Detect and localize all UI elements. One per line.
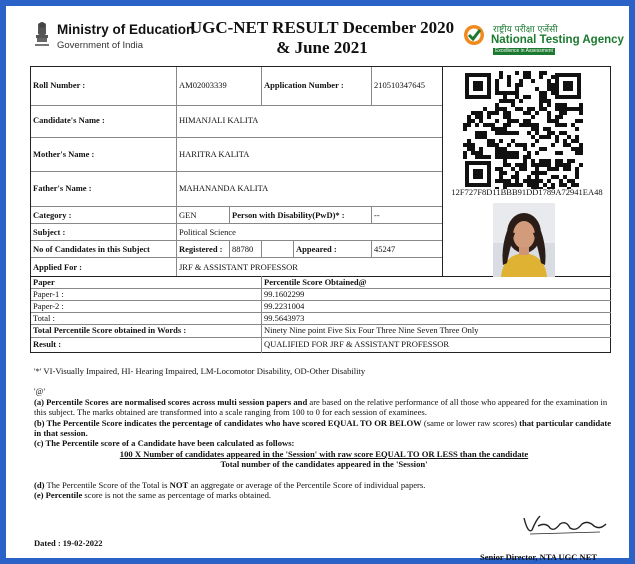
roll-number-label: Roll Number : bbox=[33, 80, 86, 90]
mother-name-label: Mother's Name : bbox=[33, 149, 95, 159]
note-b: (b) The Percentile Score indicates the percentage of candidates who have scored EQUAL TO OR BELOW (same or lower raw scores) that particular candidate in that session. bbox=[34, 417, 612, 439]
score-row-value: 99.5643973 bbox=[264, 313, 305, 323]
roll-number-value: AM02003339 bbox=[179, 80, 227, 90]
ministry-subtitle: Government of India bbox=[57, 40, 144, 51]
note-a: (a) Percentile Scores are normalised scores across multi session papers and are based on the relative performance of all those who appeared for the examination in this subject. The marks obtained are transformed into a scale ranging from 100 to 0 for each session of examinees. bbox=[34, 396, 608, 418]
application-number-value: 210510347645 bbox=[374, 80, 425, 90]
score-row-value: 99.2231004 bbox=[264, 301, 305, 311]
signer-designation: Senior Director, NTA UGC NET bbox=[480, 552, 598, 562]
registered-value: 88780 bbox=[232, 244, 254, 254]
nta-logo-icon bbox=[463, 24, 485, 46]
pwd-label: Person with Disability(PwD)* : bbox=[232, 210, 345, 220]
nta-logo-block bbox=[463, 20, 623, 60]
ministry-title: Ministry of Education bbox=[57, 22, 195, 37]
application-number-label: Application Number : bbox=[264, 80, 344, 90]
score-words-label: Total Percentile Score obtained in Words : bbox=[33, 325, 187, 335]
applied-for-label: Applied For : bbox=[33, 262, 82, 272]
subject-label: Subject : bbox=[33, 227, 66, 237]
result-title-line2: & June 2021 bbox=[276, 38, 368, 57]
result-table bbox=[30, 66, 611, 353]
score-row-label: Paper-1 : bbox=[33, 289, 64, 299]
qr-code-text: 12F727F8D11BBB91DD1789A72941EA48 bbox=[451, 187, 603, 197]
result-value: QUALIFIED FOR JRF & ASSISTANT PROFESSOR bbox=[264, 339, 450, 349]
dated-text: Dated : 19-02-2022 bbox=[34, 538, 103, 548]
result-document bbox=[20, 16, 624, 562]
note-d: (d) The Percentile Score of the Total is NOT an aggregate or average of the Percentile Score of individual papers. bbox=[34, 479, 426, 490]
category-value: GEN bbox=[179, 210, 197, 220]
candidate-name-label: Candidate's Name : bbox=[33, 115, 105, 125]
percentile-column-header: Percentile Score Obtained@ bbox=[264, 277, 367, 287]
result-notes bbox=[34, 366, 614, 500]
document-header bbox=[20, 16, 623, 64]
candidates-count-label: No of Candidates in this Subject bbox=[33, 244, 150, 254]
nta-hindi-name: राष्ट्रीय परीक्षा एजेंसी bbox=[493, 25, 558, 35]
note-e: (e) Percentile score is not the same as percentage of marks obtained. bbox=[34, 490, 272, 501]
father-name-label: Father's Name : bbox=[33, 183, 92, 193]
candidate-photo bbox=[493, 203, 555, 277]
result-title-line1: UGC-NET RESULT December 2020 bbox=[189, 18, 455, 37]
national-emblem-icon bbox=[32, 20, 52, 50]
score-row-label: Paper-2 : bbox=[33, 301, 64, 311]
mother-name-value: HARITRA KALITA bbox=[179, 149, 250, 159]
signature-image bbox=[520, 512, 610, 538]
appeared-value: 45247 bbox=[374, 244, 396, 254]
score-words-value: Ninety Nine point Five Six Four Three Nine Seven Three Only bbox=[264, 325, 479, 335]
formula-numerator: 100 X Number of candidates appeared in the 'Session' with raw score EQUAL TO OR LESS than the candidate bbox=[119, 448, 529, 459]
category-label: Category : bbox=[33, 210, 72, 220]
appeared-label: Appeared : bbox=[296, 244, 337, 254]
candidate-name-value: HIMANJALI KALITA bbox=[179, 115, 259, 125]
score-row-value: 99.1602299 bbox=[264, 289, 305, 299]
registered-label: Registered : bbox=[179, 244, 223, 254]
pwd-note: '*' VI-Visually Impaired, HI- Hearing Impaired, LM-Locomotor Disability, OD-Other Disability bbox=[34, 366, 366, 376]
formula-denominator: Total number of the candidates appeared in the 'Session' bbox=[220, 459, 428, 470]
note-c: (c) The Percentile score of a Candidate have been calculated as follows: bbox=[34, 438, 295, 449]
result-label: Result : bbox=[33, 339, 62, 349]
at-mark: '@' bbox=[34, 386, 46, 397]
ministry-logo-block bbox=[32, 18, 195, 58]
paper-column-header: Paper bbox=[33, 277, 55, 287]
score-row-label: Total : bbox=[33, 313, 55, 323]
father-name-value: MAHANANDA KALITA bbox=[179, 183, 269, 193]
nta-name: National Testing Agency bbox=[491, 34, 624, 46]
subject-value: Political Science bbox=[179, 227, 236, 237]
nta-tagline: Excellence in Assessment bbox=[493, 48, 555, 55]
applied-for-value: JRF & ASSISTANT PROFESSOR bbox=[179, 262, 298, 272]
pwd-value: -- bbox=[374, 210, 380, 220]
qr-code-icon bbox=[463, 71, 583, 189]
